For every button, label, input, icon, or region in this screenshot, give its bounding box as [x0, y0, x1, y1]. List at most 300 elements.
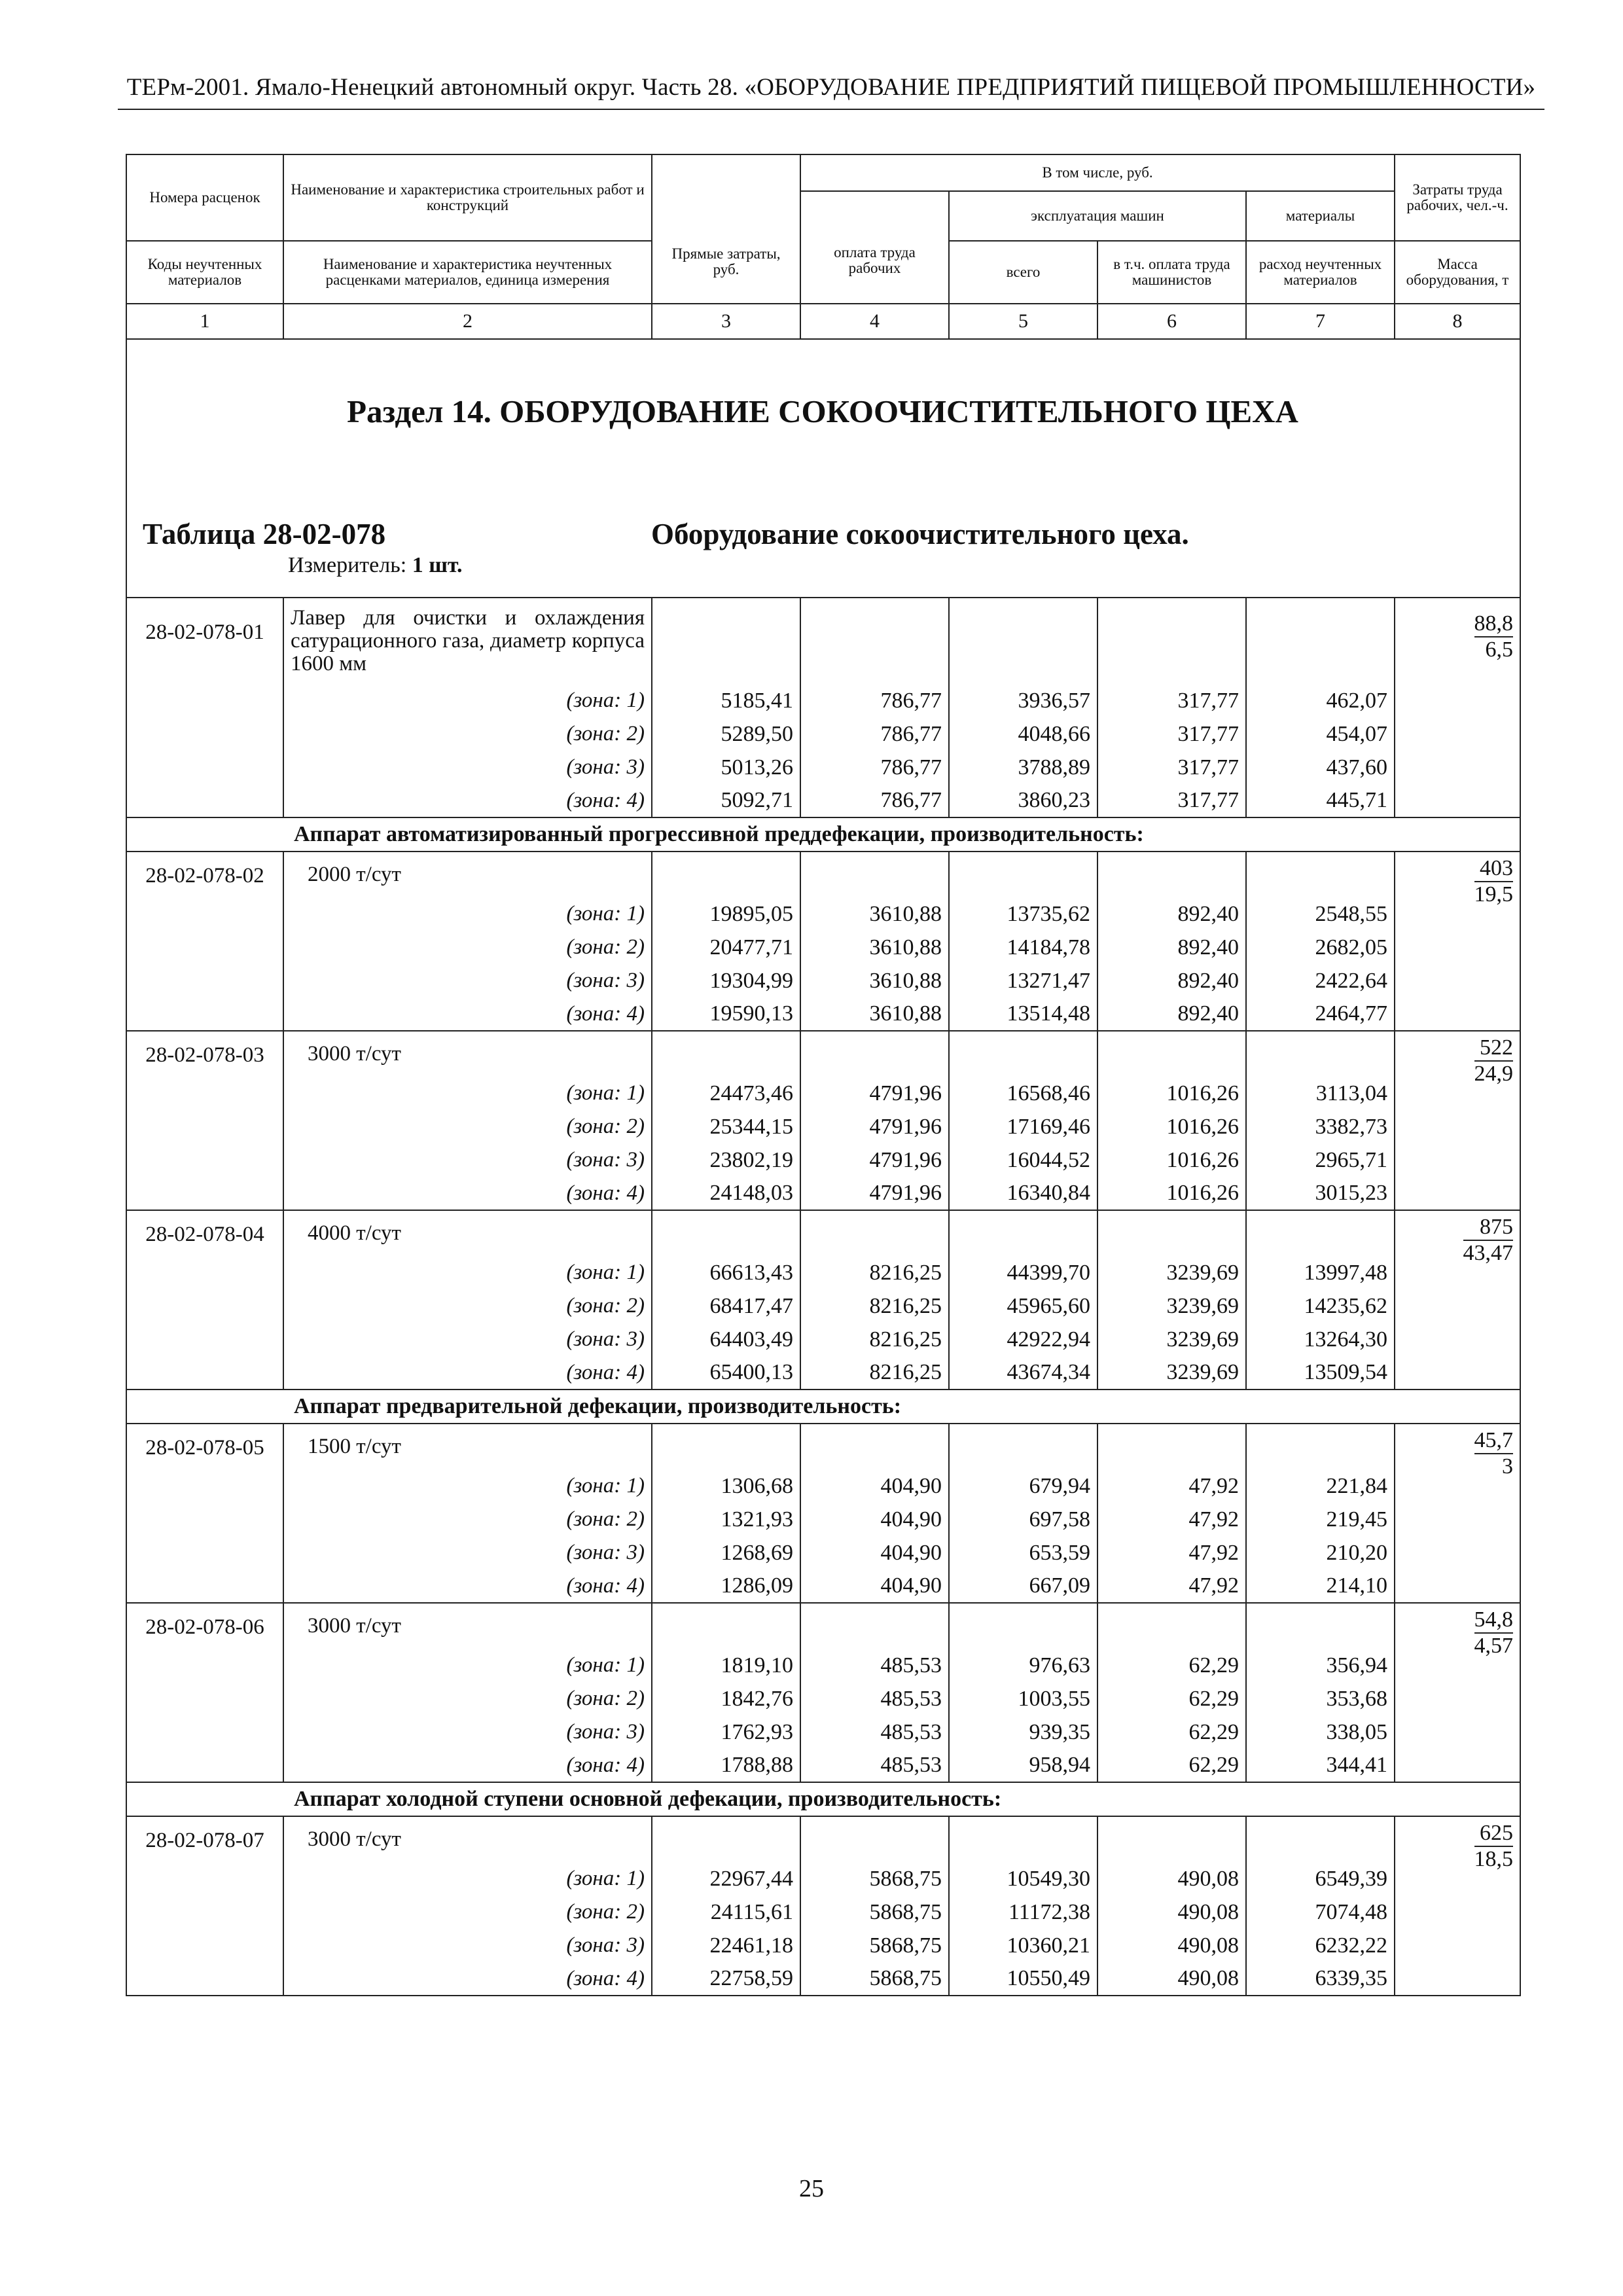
empty-cell: [1097, 598, 1246, 684]
zone-value: 786,77: [800, 784, 949, 817]
zone-row: [126, 1469, 1520, 1503]
zone-value: 16340,84: [949, 1177, 1097, 1210]
zone-value: 22967,44: [652, 1862, 800, 1895]
equipment-mass: 24,9: [1474, 1062, 1514, 1086]
header-equipment-mass: Масса оборудования, т: [1395, 241, 1520, 304]
empty-cell: [800, 1603, 949, 1649]
labor-costs: 625: [1474, 1821, 1514, 1847]
zone-value: 219,45: [1246, 1503, 1395, 1536]
labor-mass-fraction: [1474, 1607, 1514, 1659]
zone-value: 1321,93: [652, 1503, 800, 1536]
zone-value: 14235,62: [1246, 1289, 1395, 1323]
zone-value: 10360,21: [949, 1929, 1097, 1962]
zone-value: 8216,25: [800, 1289, 949, 1323]
zone-label: (зона: 4): [283, 1749, 652, 1782]
header-labor-pay: оплата труда рабочих: [800, 191, 949, 304]
labor-mass-fraction: [1463, 1215, 1514, 1266]
zone-value: 404,90: [800, 1503, 949, 1536]
zone-value: 5289,50: [652, 717, 800, 751]
zone-value: 45965,60: [949, 1289, 1097, 1323]
zone-value: 65400,13: [652, 1356, 800, 1390]
zone-value: 1016,26: [1097, 1077, 1246, 1110]
zone-value: 23802,19: [652, 1143, 800, 1177]
equipment-mass: 6,5: [1485, 637, 1514, 662]
column-number: 7: [1246, 304, 1395, 339]
zone-value: 24115,61: [652, 1895, 800, 1929]
zone-value: 697,58: [949, 1503, 1097, 1536]
rate-row: [126, 852, 1520, 897]
empty-cell: [1246, 1816, 1395, 1862]
zone-value: 62,29: [1097, 1682, 1246, 1715]
empty-cell: [800, 1424, 949, 1469]
zone-value: 1016,26: [1097, 1177, 1246, 1210]
empty-cell: [800, 852, 949, 897]
zone-value: 786,77: [800, 751, 949, 784]
empty-cell: [1246, 852, 1395, 897]
zone-value: 210,20: [1246, 1536, 1395, 1570]
labor-mass-cell: [1395, 1424, 1520, 1603]
zone-value: 13509,54: [1246, 1356, 1395, 1390]
zone-value: 3113,04: [1246, 1077, 1395, 1110]
empty-cell: [1097, 1210, 1246, 1256]
rate-code: 28-02-078-07: [126, 1816, 283, 1996]
zone-value: 6339,35: [1246, 1962, 1395, 1996]
zone-value: 4048,66: [949, 717, 1097, 751]
group-title: Аппарат автоматизированный прогрессивной преддефекации, производительность:: [126, 817, 1520, 852]
empty-cell: [1097, 1424, 1246, 1469]
zone-value: 22758,59: [652, 1962, 800, 1996]
zone-value: 3015,23: [1246, 1177, 1395, 1210]
zone-label: (зона: 3): [283, 1323, 652, 1356]
zone-row: [126, 1143, 1520, 1177]
empty-cell: [949, 598, 1097, 684]
zone-value: 462,07: [1246, 684, 1395, 717]
zone-row: [126, 1110, 1520, 1143]
zone-row: [126, 1895, 1520, 1929]
header-including: В том числе, руб.: [800, 154, 1395, 191]
zone-label: (зона: 2): [283, 1289, 652, 1323]
zone-label: (зона: 2): [283, 931, 652, 964]
zone-value: 958,94: [949, 1749, 1097, 1782]
zone-value: 16044,52: [949, 1143, 1097, 1177]
labor-mass-fraction: [1474, 611, 1514, 662]
rate-name: Лавер для очистки и охлаждения сатурационного газа, диаметр корпуса 1600 мм: [283, 598, 652, 684]
zone-row: [126, 897, 1520, 931]
zone-row: [126, 1929, 1520, 1962]
group-title: Аппарат предварительной дефекации, производительность:: [126, 1390, 1520, 1424]
zone-value: 3610,88: [800, 931, 949, 964]
labor-costs: 45,7: [1474, 1428, 1514, 1454]
zone-row: [126, 997, 1520, 1031]
header-machines-operators: в т.ч. оплата труда машинистов: [1097, 241, 1246, 304]
empty-cell: [1097, 1031, 1246, 1077]
header-materials-unaccounted: расход неучтенных материалов: [1246, 241, 1395, 304]
empty-cell: [1246, 1031, 1395, 1077]
zone-value: 317,77: [1097, 684, 1246, 717]
zone-label: (зона: 2): [283, 1895, 652, 1929]
zone-value: 3239,69: [1097, 1256, 1246, 1289]
equipment-mass: 4,57: [1474, 1634, 1514, 1658]
zone-label: (зона: 2): [283, 1503, 652, 1536]
zone-value: 47,92: [1097, 1570, 1246, 1603]
labor-mass-fraction: [1474, 856, 1514, 907]
table-label: Таблица 28-02-078: [143, 518, 386, 550]
rate-row: [126, 1603, 1520, 1649]
zone-value: 2422,64: [1246, 964, 1395, 997]
zone-value: 8216,25: [800, 1256, 949, 1289]
equipment-mass: 3: [1502, 1454, 1514, 1479]
zone-value: 7074,48: [1246, 1895, 1395, 1929]
zone-value: 2965,71: [1246, 1143, 1395, 1177]
header-direct-costs: Прямые затраты, руб.: [652, 154, 800, 304]
zone-value: 485,53: [800, 1715, 949, 1749]
group-row: [126, 1390, 1520, 1424]
labor-costs: 875: [1463, 1215, 1514, 1241]
zone-value: 10550,49: [949, 1962, 1097, 1996]
zone-value: 437,60: [1246, 751, 1395, 784]
zone-value: 19895,05: [652, 897, 800, 931]
rate-row: [126, 1210, 1520, 1256]
labor-mass-cell: [1395, 1603, 1520, 1782]
zone-value: 3936,57: [949, 684, 1097, 717]
unit-label: Измеритель:: [288, 553, 407, 577]
rate-name: 3000 т/сут: [283, 1031, 652, 1077]
zone-value: 344,41: [1246, 1749, 1395, 1782]
zone-label: (зона: 3): [283, 964, 652, 997]
labor-mass-fraction: [1474, 1428, 1514, 1479]
rate-code: 28-02-078-05: [126, 1424, 283, 1603]
zone-value: 66613,43: [652, 1256, 800, 1289]
zone-value: 2682,05: [1246, 931, 1395, 964]
zone-value: 1016,26: [1097, 1110, 1246, 1143]
zone-label: (зона: 3): [283, 1143, 652, 1177]
zone-value: 317,77: [1097, 751, 1246, 784]
zone-value: 5013,26: [652, 751, 800, 784]
zone-value: 13271,47: [949, 964, 1097, 997]
zone-value: 404,90: [800, 1469, 949, 1503]
zone-value: 19304,99: [652, 964, 800, 997]
zone-label: (зона: 2): [283, 1110, 652, 1143]
zone-value: 13735,62: [949, 897, 1097, 931]
zone-label: (зона: 1): [283, 1649, 652, 1682]
zone-value: 4791,96: [800, 1143, 949, 1177]
zone-label: (зона: 2): [283, 717, 652, 751]
zone-value: 1762,93: [652, 1715, 800, 1749]
zone-value: 490,08: [1097, 1962, 1246, 1996]
zone-label: (зона: 3): [283, 1929, 652, 1962]
empty-cell: [949, 1816, 1097, 1862]
zone-value: 4791,96: [800, 1177, 949, 1210]
group-row: [126, 817, 1520, 852]
zone-value: 338,05: [1246, 1715, 1395, 1749]
zone-value: 13997,48: [1246, 1256, 1395, 1289]
zone-value: 653,59: [949, 1536, 1097, 1570]
zone-row: [126, 1177, 1520, 1210]
zone-value: 3860,23: [949, 784, 1097, 817]
zone-value: 404,90: [800, 1536, 949, 1570]
table-caption: Оборудование сокоочистительного цеха.: [651, 518, 1189, 550]
zone-value: 3610,88: [800, 897, 949, 931]
zone-value: 3239,69: [1097, 1356, 1246, 1390]
labor-mass-cell: [1395, 852, 1520, 1031]
zone-value: 5185,41: [652, 684, 800, 717]
header-unaccounted-codes: Коды неучтенных материалов: [126, 241, 283, 304]
zone-value: 13264,30: [1246, 1323, 1395, 1356]
zone-row: [126, 1503, 1520, 1536]
equipment-mass: 18,5: [1474, 1847, 1514, 1871]
zone-value: 6549,39: [1246, 1862, 1395, 1895]
zone-value: 20477,71: [652, 931, 800, 964]
zone-value: 62,29: [1097, 1649, 1246, 1682]
zone-value: 3382,73: [1246, 1110, 1395, 1143]
zone-value: 356,94: [1246, 1649, 1395, 1682]
zone-row: [126, 751, 1520, 784]
zone-value: 17169,46: [949, 1110, 1097, 1143]
empty-cell: [800, 598, 949, 684]
zone-value: 8216,25: [800, 1323, 949, 1356]
zone-value: 8216,25: [800, 1356, 949, 1390]
zone-label: (зона: 4): [283, 784, 652, 817]
zone-value: 2464,77: [1246, 997, 1395, 1031]
zone-value: 47,92: [1097, 1469, 1246, 1503]
rate-code: 28-02-078-06: [126, 1603, 283, 1782]
group-row: [126, 1782, 1520, 1816]
zone-value: 786,77: [800, 684, 949, 717]
zone-label: (зона: 3): [283, 751, 652, 784]
rate-name: 3000 т/сут: [283, 1816, 652, 1862]
empty-cell: [800, 1816, 949, 1862]
rate-row: [126, 1816, 1520, 1862]
zone-value: 1016,26: [1097, 1143, 1246, 1177]
column-number: 6: [1097, 304, 1246, 339]
labor-costs: 522: [1474, 1035, 1514, 1062]
zone-value: 4791,96: [800, 1077, 949, 1110]
rate-code: 28-02-078-02: [126, 852, 283, 1031]
zone-value: 353,68: [1246, 1682, 1395, 1715]
zone-value: 445,71: [1246, 784, 1395, 817]
header-rule: [118, 109, 1544, 110]
header-materials: материалы: [1246, 191, 1395, 241]
zone-label: (зона: 1): [283, 1469, 652, 1503]
zone-value: 19590,13: [652, 997, 800, 1031]
rate-name: 2000 т/сут: [283, 852, 652, 897]
column-number: 2: [283, 304, 652, 339]
labor-mass-cell: [1395, 1210, 1520, 1390]
zone-label: (зона: 1): [283, 684, 652, 717]
zone-value: 5092,71: [652, 784, 800, 817]
zone-value: 3239,69: [1097, 1289, 1246, 1323]
zone-row: [126, 1570, 1520, 1603]
header-labor-costs: Затраты труда рабочих, чел.-ч.: [1395, 154, 1520, 241]
rate-name: 1500 т/сут: [283, 1424, 652, 1469]
zone-label: (зона: 3): [283, 1715, 652, 1749]
zone-row: [126, 1289, 1520, 1323]
header-rate-numbers: Номера расценок: [126, 154, 283, 241]
zone-value: 10549,30: [949, 1862, 1097, 1895]
zone-label: (зона: 2): [283, 1682, 652, 1715]
zone-row: [126, 964, 1520, 997]
zone-value: 1306,68: [652, 1469, 800, 1503]
header-machines-total: всего: [949, 241, 1097, 304]
zone-row: [126, 1962, 1520, 1996]
zone-value: 5868,75: [800, 1962, 949, 1996]
empty-cell: [949, 1210, 1097, 1256]
empty-cell: [652, 598, 800, 684]
zone-value: 24148,03: [652, 1177, 800, 1210]
zone-value: 1788,88: [652, 1749, 800, 1782]
zone-value: 892,40: [1097, 931, 1246, 964]
zone-value: 490,08: [1097, 1929, 1246, 1962]
zone-value: 68417,47: [652, 1289, 800, 1323]
zone-value: 4791,96: [800, 1110, 949, 1143]
labor-costs: 54,8: [1474, 1607, 1514, 1634]
zone-value: 1003,55: [949, 1682, 1097, 1715]
zone-value: 1286,09: [652, 1570, 800, 1603]
equipment-mass: 19,5: [1474, 882, 1514, 906]
column-number: 8: [1395, 304, 1520, 339]
labor-mass-cell: [1395, 1031, 1520, 1210]
zone-value: 221,84: [1246, 1469, 1395, 1503]
rates-table: [126, 154, 1521, 1996]
zone-label: (зона: 1): [283, 1077, 652, 1110]
zone-row: [126, 1536, 1520, 1570]
zone-value: 786,77: [800, 717, 949, 751]
zone-value: 62,29: [1097, 1715, 1246, 1749]
zone-value: 24473,46: [652, 1077, 800, 1110]
empty-cell: [652, 1031, 800, 1077]
zone-value: 667,09: [949, 1570, 1097, 1603]
section-title: Раздел 14. ОБОРУДОВАНИЕ СОКООЧИСТИТЕЛЬНОГО ЦЕХА: [347, 393, 1298, 429]
zone-value: 454,07: [1246, 717, 1395, 751]
page-number: 25: [799, 2175, 824, 2202]
zone-row: [126, 1077, 1520, 1110]
zone-label: (зона: 1): [283, 1256, 652, 1289]
zone-value: 11172,38: [949, 1895, 1097, 1929]
zone-value: 5868,75: [800, 1929, 949, 1962]
empty-cell: [652, 1603, 800, 1649]
zone-value: 14184,78: [949, 931, 1097, 964]
zone-label: (зона: 4): [283, 1356, 652, 1390]
empty-cell: [1246, 1210, 1395, 1256]
empty-cell: [652, 1424, 800, 1469]
labor-costs: 88,8: [1474, 611, 1514, 637]
header-unaccounted-names: Наименование и характеристика неучтенных расценками материалов, единица измерения: [283, 241, 652, 304]
rate-name: 3000 т/сут: [283, 1603, 652, 1649]
zone-label: (зона: 3): [283, 1536, 652, 1570]
zone-value: 47,92: [1097, 1503, 1246, 1536]
zone-row: [126, 784, 1520, 817]
group-title: Аппарат холодной ступени основной дефекации, производительность:: [126, 1782, 1520, 1816]
zone-value: 5868,75: [800, 1862, 949, 1895]
zone-value: 485,53: [800, 1749, 949, 1782]
header-work-name: Наименование и характеристика строительных работ и конструкций: [283, 154, 652, 241]
zone-row: [126, 1862, 1520, 1895]
zone-value: 16568,46: [949, 1077, 1097, 1110]
empty-cell: [800, 1031, 949, 1077]
empty-cell: [1097, 852, 1246, 897]
zone-value: 5868,75: [800, 1895, 949, 1929]
zone-label: (зона: 1): [283, 1862, 652, 1895]
empty-cell: [652, 1210, 800, 1256]
zone-label: (зона: 4): [283, 997, 652, 1031]
empty-cell: [1097, 1816, 1246, 1862]
unit-value: 1 шт.: [412, 553, 463, 577]
zone-value: 3610,88: [800, 964, 949, 997]
zone-row: [126, 1715, 1520, 1749]
zone-label: (зона: 4): [283, 1570, 652, 1603]
zone-value: 3239,69: [1097, 1323, 1246, 1356]
zone-value: 317,77: [1097, 717, 1246, 751]
labor-mass-fraction: [1474, 1821, 1514, 1872]
zone-value: 44399,70: [949, 1256, 1097, 1289]
zone-value: 976,63: [949, 1649, 1097, 1682]
zone-row: [126, 1356, 1520, 1390]
labor-mass-cell: [1395, 598, 1520, 817]
column-numbers-row: [126, 304, 1520, 339]
zone-value: 3610,88: [800, 997, 949, 1031]
zone-value: 13514,48: [949, 997, 1097, 1031]
labor-costs: 403: [1474, 856, 1514, 882]
zone-value: 25344,15: [652, 1110, 800, 1143]
zone-value: 47,92: [1097, 1536, 1246, 1570]
column-number: 4: [800, 304, 949, 339]
zone-label: (зона: 4): [283, 1177, 652, 1210]
zone-row: [126, 1256, 1520, 1289]
empty-cell: [652, 1816, 800, 1862]
zone-value: 1842,76: [652, 1682, 800, 1715]
zone-row: [126, 717, 1520, 751]
zone-value: 43674,34: [949, 1356, 1097, 1390]
zone-row: [126, 684, 1520, 717]
rate-name: 4000 т/сут: [283, 1210, 652, 1256]
zone-value: 214,10: [1246, 1570, 1395, 1603]
equipment-mass: 43,47: [1463, 1241, 1514, 1265]
column-number: 5: [949, 304, 1097, 339]
empty-cell: [949, 1603, 1097, 1649]
zone-value: 490,08: [1097, 1862, 1246, 1895]
zone-value: 485,53: [800, 1649, 949, 1682]
rate-row: [126, 598, 1520, 684]
zone-value: 3788,89: [949, 751, 1097, 784]
zone-value: 42922,94: [949, 1323, 1097, 1356]
rate-code: 28-02-078-04: [126, 1210, 283, 1390]
running-head: ТЕРм-2001. Ямало-Ненецкий автономный округ. Часть 28. «ОБОРУДОВАНИЕ ПРЕДПРИЯТИЙ ПИЩЕВОЙ ПРОМЫШЛЕННОСТИ»: [126, 74, 1536, 101]
rate-row: [126, 1031, 1520, 1077]
zone-row: [126, 1323, 1520, 1356]
zone-value: 22461,18: [652, 1929, 800, 1962]
empty-cell: [1246, 1424, 1395, 1469]
rate-code: 28-02-078-03: [126, 1031, 283, 1210]
zone-row: [126, 931, 1520, 964]
rate-row: [126, 1424, 1520, 1469]
zone-row: [126, 1749, 1520, 1782]
zone-value: 939,35: [949, 1715, 1097, 1749]
zone-label: (зона: 1): [283, 897, 652, 931]
zone-value: 679,94: [949, 1469, 1097, 1503]
empty-cell: [949, 1424, 1097, 1469]
unit-line: [288, 553, 463, 578]
empty-cell: [652, 852, 800, 897]
header-machines: эксплуатация машин: [949, 191, 1246, 241]
zone-value: 1819,10: [652, 1649, 800, 1682]
empty-cell: [1246, 1603, 1395, 1649]
zone-value: 6232,22: [1246, 1929, 1395, 1962]
zone-value: 2548,55: [1246, 897, 1395, 931]
rate-code: 28-02-078-01: [126, 598, 283, 817]
zone-label: (зона: 4): [283, 1962, 652, 1996]
zone-row: [126, 1649, 1520, 1682]
empty-cell: [949, 852, 1097, 897]
